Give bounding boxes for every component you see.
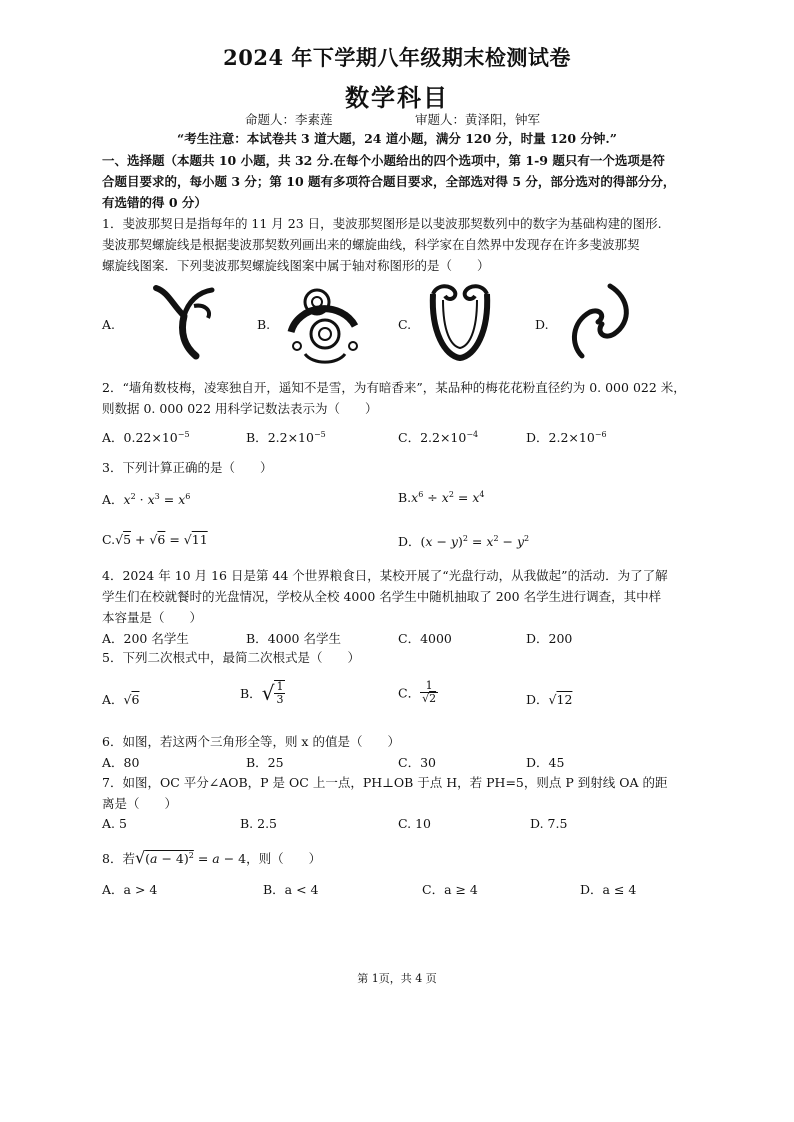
q1-figure-a — [150, 282, 220, 362]
q5-option-c: C． $\frac{1}{√2}$ — [398, 679, 437, 705]
q1-figure-b — [285, 282, 365, 367]
q2-line1: 2．“墙角数枝梅，凌寒独自开，遥知不是雪，为有暗香来”，某品种的梅花花粉直径约为 0. 000 022 米， — [102, 380, 686, 395]
q3-option-a: A．$x^2 \cdot x^3 = x^6$ — [102, 491, 191, 507]
q6-option-b: B．25 — [246, 755, 284, 770]
q6-option-c: C．30 — [398, 755, 436, 770]
q3-option-c: C.√5 + √6 = √11 — [102, 532, 208, 547]
q6-line1: 6．如图，若这两个三角形全等，则 x 的值是（ ） — [102, 734, 400, 749]
q8-option-d: D．a ≤ 4 — [580, 882, 637, 897]
q5-option-d: D．√12 — [526, 692, 573, 707]
q1-figure-c — [425, 282, 495, 362]
q4-option-a: A．200 名学生 — [102, 631, 189, 646]
page-footer: 第 1页，共 4 页 — [357, 972, 437, 985]
q2-option-a: A．$0.22\times 10^{-5}$ — [102, 429, 190, 445]
q1-line2: 斐波那契螺旋线是根据斐波那契数列画出来的螺旋曲线，科学家在自然界中发现存在许多斐波那契 — [102, 237, 640, 252]
q7-line1: 7．如图，OC 平分∠AOB，P 是 OC 上一点，PH⊥OB 于点 H，若 PH=5，则点 P 到射线 OA 的距 — [102, 775, 668, 790]
q1-option-d-label: D. — [535, 317, 549, 332]
q5-option-b: B．√ $\frac{1}{3}$ — [240, 680, 284, 706]
exam-title: 2024 年下学期八年级期末检测试卷 — [223, 45, 571, 70]
q3-option-b: $B.x^6 \div x^2 = x^4$ — [398, 490, 485, 506]
q7-option-a: A. 5 — [102, 816, 127, 831]
q7-option-d: D. 7.5 — [530, 816, 568, 831]
q4-option-d: D．200 — [526, 631, 573, 646]
proposer: 命题人：李素莲 — [245, 112, 333, 127]
q1-option-a-label: A. — [102, 317, 116, 332]
section1-intro-2: 合题目要求的，每小题 3 分；第 10 题有多项符合题目要求，全部选对得 5 分，部分选对的得部分分， — [102, 174, 676, 189]
exam-notice: “考生注意：本试卷共 3 道大题，24 道小题，满分 120 分，时量 120 分钟.” — [177, 131, 617, 146]
q6-option-d: D．45 — [526, 755, 565, 770]
q6-option-a: A．80 — [102, 755, 140, 770]
q5-line1: 5．下列二次根式中，最简二次根式是（ ） — [102, 650, 360, 665]
q8-stem: 8．若$√(a - 4)^2 = a - 4$，则（ ） — [102, 848, 322, 867]
q2-line2: 则数据 0. 000 022 用科学记数法表示为（ ） — [102, 401, 378, 416]
q3-option-d: D．$(x - y)^2 = x^2 - y^2$ — [398, 533, 530, 549]
q5-option-a: A．√6 — [102, 692, 140, 707]
q1-figure-d — [570, 282, 635, 362]
q7-option-b: B. 2.5 — [240, 816, 278, 831]
q1-line3: 螺旋线图案．下列斐波那契螺旋线图案中属于轴对称图形的是（ ） — [102, 258, 490, 273]
q7-line2: 离是（ ） — [102, 796, 178, 811]
q1-option-c-label: C. — [398, 317, 412, 332]
q8-option-a: A．a > 4 — [102, 882, 158, 897]
section1-intro-3: 有选错的得 0 分） — [102, 195, 207, 210]
exam-subject: 数学科目 — [345, 83, 449, 112]
q4-option-b: B．4000 名学生 — [246, 631, 341, 646]
q2-option-b: B．$2.2\times 10^{-5}$ — [246, 429, 326, 445]
q8-option-b: B．a < 4 — [263, 882, 319, 897]
q7-option-c: C. 10 — [398, 816, 431, 831]
reviewer: 审题人：黄泽阳，钟军 — [415, 112, 541, 127]
q3-line1: 3．下列计算正确的是（ ） — [102, 460, 273, 475]
q1-option-b-label: B. — [257, 317, 271, 332]
q4-line1: 4．2024 年 10 月 16 日是第 44 个世界粮食日，某校开展了“光盘行动，从我做起”的活动．为了了解 — [102, 568, 668, 583]
q2-option-c: C．$2.2\times 10^{-4}$ — [398, 429, 479, 445]
q8-option-c: C．a ≥ 4 — [422, 882, 478, 897]
q1-line1: 1．斐波那契日是指每年的 11 月 23 日，斐波那契图形是以斐波那契数列中的数字为基础构建的图形. — [102, 216, 662, 231]
q4-line3: 本容量是（ ） — [102, 610, 203, 625]
q4-line2: 学生们在校就餐时的光盘情况，学校从全校 4000 名学生中随机抽取了 200 名学生进行调查，其中样 — [102, 589, 662, 604]
q4-option-c: C．4000 — [398, 631, 452, 646]
section1-intro-1: 一、选择题（本题共 10 小题，共 32 分.在每个小题给出的四个选项中，第 1-9 题只有一个选项是符 — [102, 153, 665, 168]
q2-option-d: D．$2.2\times 10^{-6}$ — [526, 429, 607, 445]
